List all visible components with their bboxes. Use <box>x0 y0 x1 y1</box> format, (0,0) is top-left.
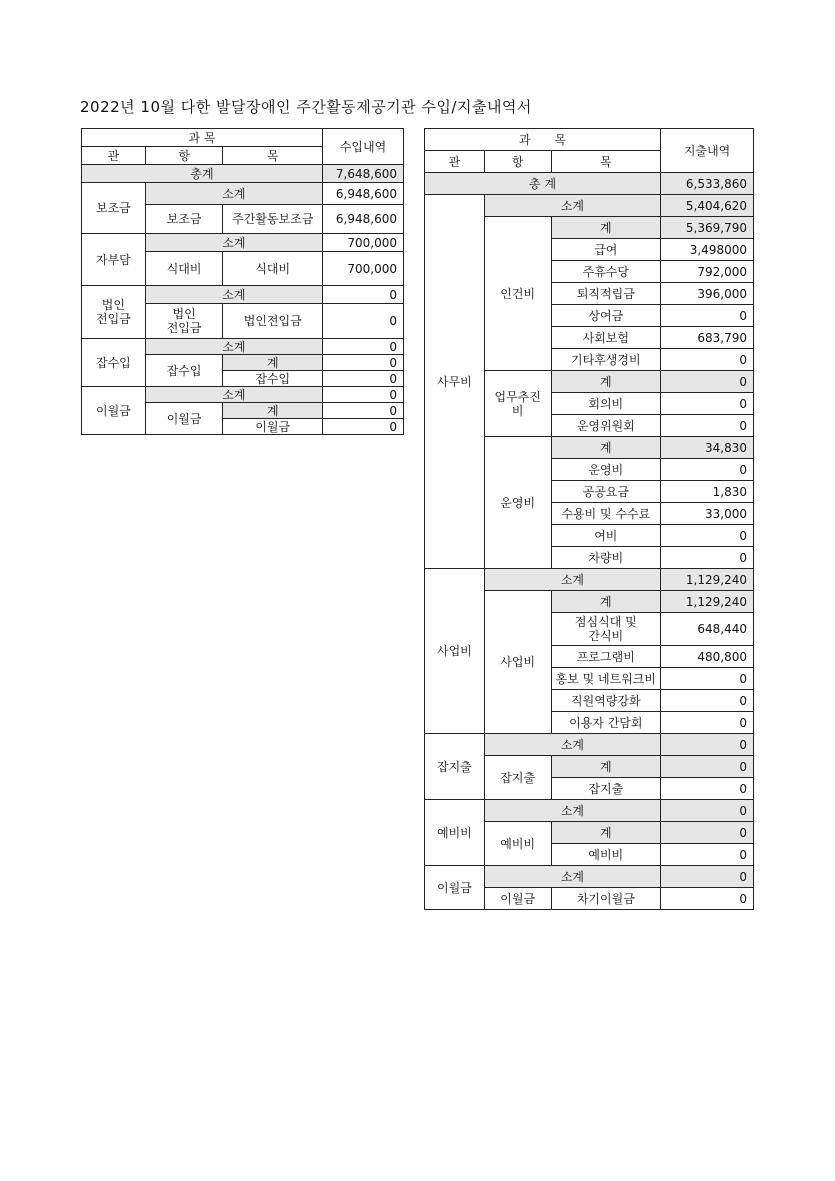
income-hang: 식대비 <box>145 252 223 286</box>
expense-value: 0 <box>661 525 754 547</box>
income-mok: 계 <box>223 355 323 371</box>
income-subtotal-value: 0 <box>323 387 404 403</box>
expense-subtotal-value: 0 <box>661 866 754 888</box>
expense-sum-value: 0 <box>661 822 754 844</box>
expense-value: 648,440 <box>661 613 754 646</box>
expense-mok: 사회보험 <box>551 327 661 349</box>
expense-header-category: 과 목 <box>425 129 661 151</box>
income-hang: 보조금 <box>145 205 223 234</box>
expense-sum-value: 0 <box>661 371 754 393</box>
page-title: 2022년 10월 다한 발달장애인 주간활동제공기관 수입/지출내역서 <box>80 98 532 116</box>
expense-mok: 홍보 및 네트워크비 <box>551 668 661 690</box>
income-group-name: 자부담 <box>82 234 146 286</box>
expense-value: 0 <box>661 712 754 734</box>
income-subtotal-label: 소계 <box>145 387 322 403</box>
income-group-name: 보조금 <box>82 183 146 234</box>
expense-hang: 사업비 <box>484 591 551 734</box>
expense-subtotal-label: 소계 <box>484 569 660 591</box>
income-value: 0 <box>323 403 404 419</box>
income-hang: 법인 전입금 <box>145 304 223 339</box>
expense-sum-value: 5,369,790 <box>661 217 754 239</box>
income-hang: 잡수입 <box>145 355 223 387</box>
expense-subtotal-value: 0 <box>661 734 754 756</box>
income-header-mok: 목 <box>223 147 323 165</box>
expense-mok: 여비 <box>551 525 661 547</box>
income-mok: 잡수입 <box>223 371 323 387</box>
income-group-name: 법인 전입금 <box>82 286 146 339</box>
expense-value: 480,800 <box>661 646 754 668</box>
income-value: 0 <box>323 419 404 435</box>
expense-sum-label: 계 <box>551 591 661 613</box>
income-table <box>81 128 404 435</box>
expense-subtotal-label: 소계 <box>484 195 660 217</box>
expense-header-gwan: 관 <box>425 151 485 173</box>
income-subtotal-label: 소계 <box>145 183 322 205</box>
expense-header-hang: 항 <box>484 151 551 173</box>
expense-mok: 예비비 <box>551 844 661 866</box>
expense-mok: 회의비 <box>551 393 661 415</box>
income-value: 0 <box>323 371 404 387</box>
income-mok: 법인전입금 <box>223 304 323 339</box>
expense-header-mok: 목 <box>551 151 661 173</box>
expense-hang: 인건비 <box>484 217 551 371</box>
expense-value: 683,790 <box>661 327 754 349</box>
income-mok: 계 <box>223 403 323 419</box>
expense-subtotal-value: 5,404,620 <box>661 195 754 217</box>
income-total-value: 7,648,600 <box>323 165 404 183</box>
expense-mok: 기타후생경비 <box>551 349 661 371</box>
expense-value: 0 <box>661 888 754 910</box>
expense-value: 0 <box>661 349 754 371</box>
expense-mok: 직원역량강화 <box>551 690 661 712</box>
expense-sum-label: 계 <box>551 437 661 459</box>
expense-subtotal-label: 소계 <box>484 866 660 888</box>
expense-group-name: 사업비 <box>425 569 485 734</box>
expense-sum-label: 계 <box>551 371 661 393</box>
income-mok: 식대비 <box>223 252 323 286</box>
expense-sum-label: 계 <box>551 822 661 844</box>
expense-mok: 점심식대 및 간식비 <box>551 613 661 646</box>
expense-value: 0 <box>661 547 754 569</box>
income-value: 0 <box>323 355 404 371</box>
expense-hang: 운영비 <box>484 437 551 569</box>
expense-value: 0 <box>661 415 754 437</box>
expense-value: 0 <box>661 305 754 327</box>
expense-group-name: 이월금 <box>425 866 485 910</box>
expense-value: 396,000 <box>661 283 754 305</box>
income-total-label: 총계 <box>82 165 323 183</box>
expense-value: 33,000 <box>661 503 754 525</box>
income-subtotal-value: 0 <box>323 339 404 355</box>
expense-subtotal-label: 소계 <box>484 734 660 756</box>
expense-hang: 이월금 <box>484 888 551 910</box>
income-subtotal-value: 0 <box>323 286 404 304</box>
expense-header-amount: 지출내역 <box>661 129 754 173</box>
expense-value: 0 <box>661 393 754 415</box>
expense-hang: 잡지출 <box>484 756 551 800</box>
expense-subtotal-label: 소계 <box>484 800 660 822</box>
expense-group-name: 사무비 <box>425 195 485 569</box>
expense-value: 0 <box>661 668 754 690</box>
expense-mok: 퇴직적립금 <box>551 283 661 305</box>
expense-mok: 이용자 간담회 <box>551 712 661 734</box>
expense-hang: 예비비 <box>484 822 551 866</box>
income-header-category: 과 목 <box>82 129 323 147</box>
expense-value: 792,000 <box>661 261 754 283</box>
income-subtotal-label: 소계 <box>145 286 322 304</box>
expense-group-name: 예비비 <box>425 800 485 866</box>
income-subtotal-value: 700,000 <box>323 234 404 252</box>
income-group-name: 이월금 <box>82 387 146 435</box>
expense-sum-label: 계 <box>551 756 661 778</box>
expense-mok: 수용비 및 수수료 <box>551 503 661 525</box>
income-subtotal-label: 소계 <box>145 339 322 355</box>
income-value: 0 <box>323 304 404 339</box>
expense-value: 0 <box>661 844 754 866</box>
expense-sum-label: 계 <box>551 217 661 239</box>
income-mok: 주간활동보조금 <box>223 205 323 234</box>
expense-mok: 차기이월금 <box>551 888 661 910</box>
expense-value: 3,498000 <box>661 239 754 261</box>
expense-total-label: 총 계 <box>425 173 661 195</box>
expense-table <box>424 128 754 910</box>
expense-total-value: 6,533,860 <box>661 173 754 195</box>
expense-mok: 급여 <box>551 239 661 261</box>
expense-sum-value: 1,129,240 <box>661 591 754 613</box>
expense-mok: 운영비 <box>551 459 661 481</box>
expense-mok: 차량비 <box>551 547 661 569</box>
expense-value: 0 <box>661 690 754 712</box>
expense-mok: 운영위원회 <box>551 415 661 437</box>
expense-sum-value: 34,830 <box>661 437 754 459</box>
income-value: 700,000 <box>323 252 404 286</box>
expense-mok: 주휴수당 <box>551 261 661 283</box>
expense-mok: 프로그램비 <box>551 646 661 668</box>
expense-subtotal-value: 1,129,240 <box>661 569 754 591</box>
expense-sum-value: 0 <box>661 756 754 778</box>
expense-value: 0 <box>661 459 754 481</box>
income-value: 6,948,600 <box>323 205 404 234</box>
expense-value: 1,830 <box>661 481 754 503</box>
expense-subtotal-value: 0 <box>661 800 754 822</box>
expense-hang: 업무추진비 <box>484 371 551 437</box>
expense-value: 0 <box>661 778 754 800</box>
income-hang: 이월금 <box>145 403 223 435</box>
income-subtotal-label: 소계 <box>145 234 322 252</box>
income-header-gwan: 관 <box>82 147 146 165</box>
expense-mok: 공공요금 <box>551 481 661 503</box>
income-header-hang: 항 <box>145 147 223 165</box>
expense-group-name: 잡지출 <box>425 734 485 800</box>
expense-mok: 잡지출 <box>551 778 661 800</box>
income-mok: 이월금 <box>223 419 323 435</box>
income-header-amount: 수입내역 <box>323 129 404 165</box>
expense-mok: 상여금 <box>551 305 661 327</box>
income-subtotal-value: 6,948,600 <box>323 183 404 205</box>
income-group-name: 잡수입 <box>82 339 146 387</box>
